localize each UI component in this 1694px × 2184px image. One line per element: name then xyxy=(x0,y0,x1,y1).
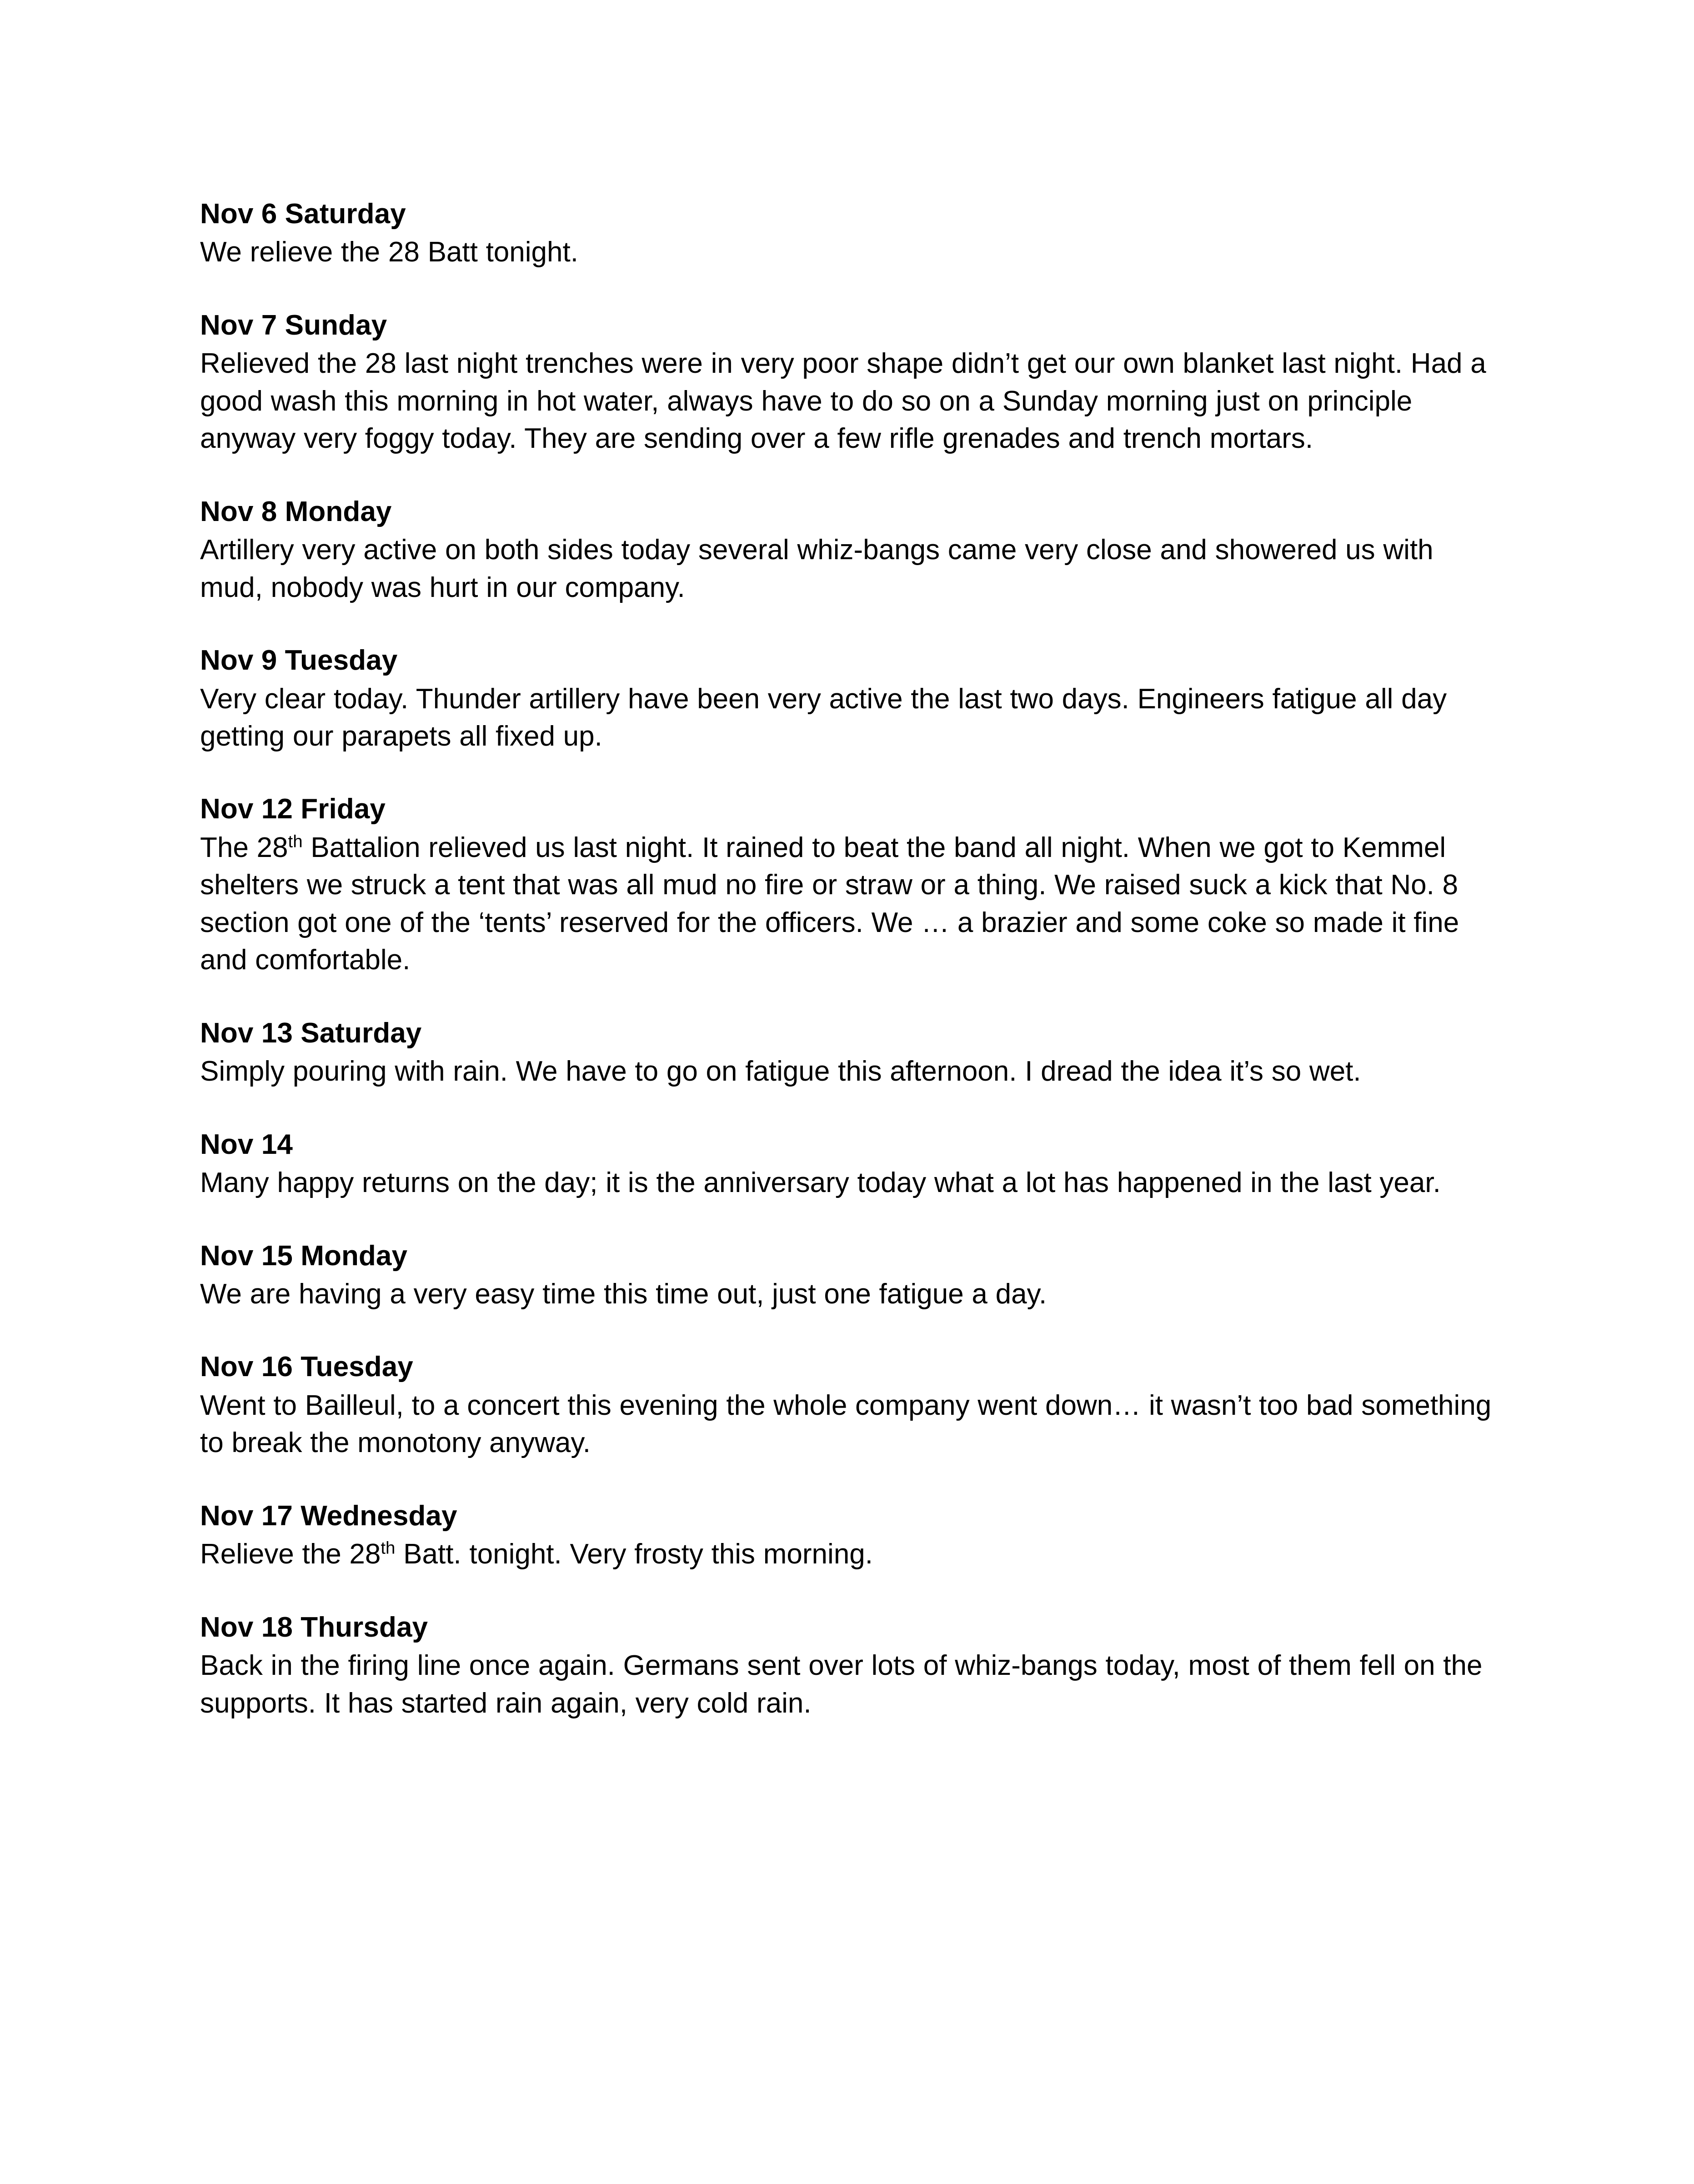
diary-entry xyxy=(200,1348,1496,1462)
entry-date-heading: Nov 18 Thursday xyxy=(200,1611,428,1643)
entry-text-before: Relieve the 28 xyxy=(200,1538,381,1570)
entry-ordinal-suffix: th xyxy=(288,832,303,852)
entry-body-text xyxy=(200,1276,1496,1313)
entry-body-text xyxy=(200,681,1496,756)
entry-body-text xyxy=(200,1536,1496,1573)
entry-body-text xyxy=(200,345,1496,457)
entry-date-heading: Nov 9 Tuesday xyxy=(200,645,398,676)
entry-date-heading: Nov 13 Saturday xyxy=(200,1017,422,1049)
entry-body-text xyxy=(200,1164,1496,1202)
diary-entry xyxy=(200,1609,1496,1722)
entry-body-text xyxy=(200,234,1496,271)
entry-date-heading: Nov 14 xyxy=(200,1128,293,1160)
entry-body-text xyxy=(200,1647,1496,1722)
entry-text-before: We are having a very easy time this time out, just one fatigue a day. xyxy=(200,1278,1047,1310)
entry-body-text xyxy=(200,531,1496,606)
entry-text-before: Very clear today. Thunder artillery have been very active the last two days. Engineers fatigue all day getting our parapets all fixed up. xyxy=(200,683,1447,752)
diary-entry xyxy=(200,642,1496,755)
entry-text-before: The 28 xyxy=(200,832,288,863)
entry-date-heading: Nov 16 Tuesday xyxy=(200,1351,413,1383)
entry-date-heading: Nov 17 Wednesday xyxy=(200,1500,457,1532)
entry-date-heading: Nov 12 Friday xyxy=(200,793,386,825)
entry-text-before: Back in the firing line once again. Germans sent over lots of whiz-bangs today, most of them fell on the supports. It has started rain again, very cold rain. xyxy=(200,1650,1483,1719)
diary-entry xyxy=(200,1498,1496,1573)
entry-text-before: We relieve the 28 Batt tonight. xyxy=(200,236,578,268)
entry-text-before: Relieved the 28 last night trenches were in very poor shape didn’t get our own blanket last night. Had a good wash this morning in hot water, always have to do so on a Sunday morning just on principle anyway very foggy today. They are sending over a few rifle grenades and trench mortars. xyxy=(200,348,1486,455)
diary-entry xyxy=(200,307,1496,458)
entry-text-before: Artillery very active on both sides today several whiz-bangs came very close and showered us with mud, nobody was hurt in our company. xyxy=(200,534,1433,603)
entry-text-after: Batt. tonight. Very frosty this morning. xyxy=(395,1538,873,1570)
diary-entry xyxy=(200,1237,1496,1313)
entry-date-heading: Nov 6 Saturday xyxy=(200,198,406,230)
entry-ordinal-suffix: th xyxy=(381,1538,396,1558)
diary-entry xyxy=(200,493,1496,606)
entry-body-text xyxy=(200,1053,1496,1090)
diary-entry xyxy=(200,1126,1496,1202)
diary-entry xyxy=(200,791,1496,979)
entry-text-after: Battalion relieved us last night. It rained to beat the band all night. When we got to Kemmel shelters we struck a tent that was all mud no fire or straw or a thing. We raised suck a kick that No. 8 section got one of the ‘tents’ reserved for the officers. We … a brazier and some coke so made it fine and comfortable. xyxy=(200,832,1459,976)
entry-date-heading: Nov 7 Sunday xyxy=(200,309,387,341)
entry-date-heading: Nov 8 Monday xyxy=(200,496,392,527)
entry-text-before: Went to Bailleul, to a concert this evening the whole company went down… it wasn’t too bad something to break the monotony anyway. xyxy=(200,1389,1492,1459)
diary-entry xyxy=(200,195,1496,271)
entry-body-text xyxy=(200,1387,1496,1462)
entry-body-text xyxy=(200,829,1496,979)
entry-text-before: Simply pouring with rain. We have to go on fatigue this afternoon. I dread the idea it’s so wet. xyxy=(200,1056,1361,1087)
entry-date-heading: Nov 15 Monday xyxy=(200,1240,408,1272)
diary-entries-container xyxy=(200,195,1496,1722)
entry-text-before: Many happy returns on the day; it is the anniversary today what a lot has happened in the last year. xyxy=(200,1167,1441,1199)
diary-entry xyxy=(200,1015,1496,1091)
